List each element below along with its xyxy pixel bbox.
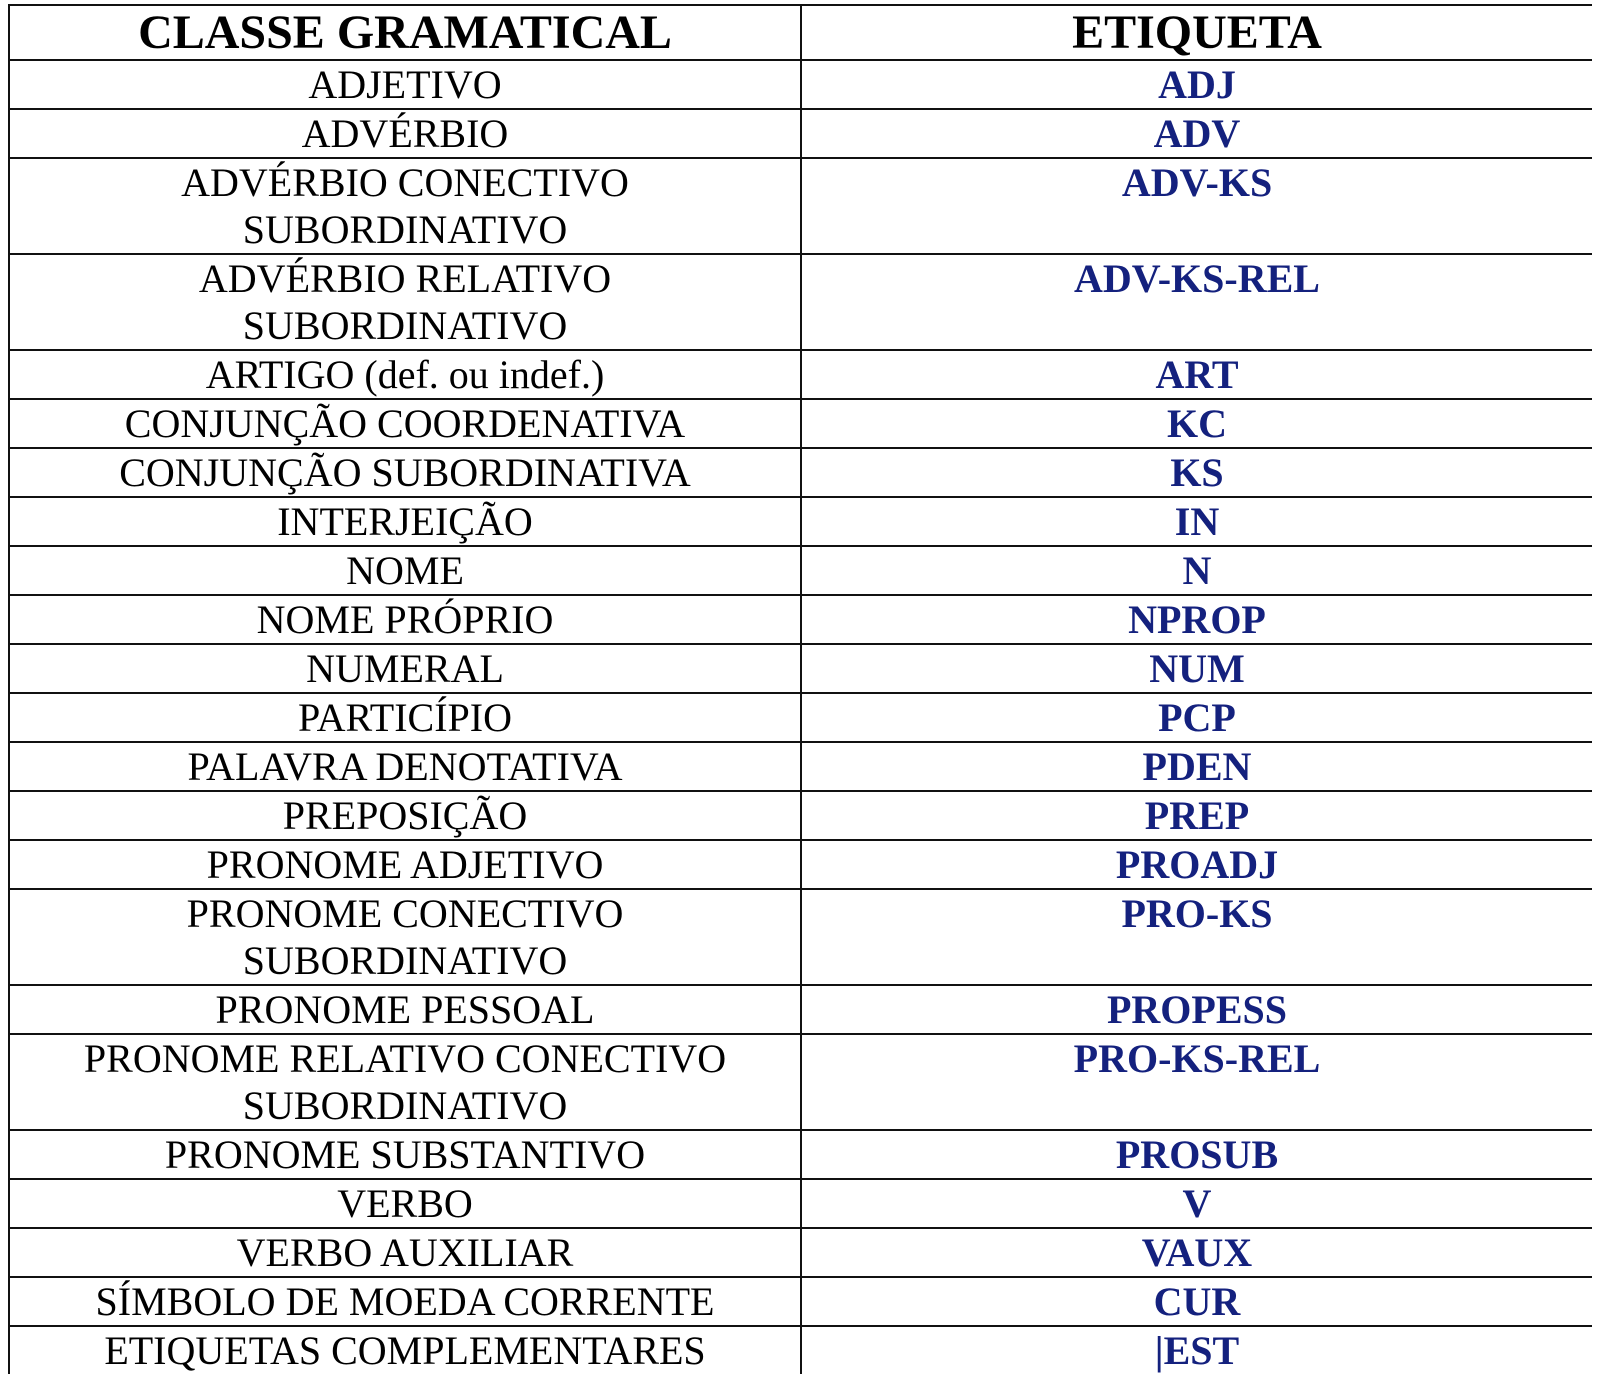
classe-cell	[9, 1130, 801, 1179]
classe-text: CONJUNÇÃO COORDENATIVA	[124, 401, 686, 446]
etiqueta-cell: CUR	[801, 1277, 1592, 1326]
table-row	[9, 840, 1592, 889]
classe-cell	[9, 791, 801, 840]
classe-text: SUBORDINATIVO	[242, 303, 568, 348]
classe-cell	[9, 1034, 801, 1130]
classe-cell	[9, 1277, 801, 1326]
classe-text: PRONOME RELATIVO CONECTIVO	[83, 1036, 727, 1081]
classe-cell	[9, 1326, 801, 1374]
classe-text: PREPOSIÇÃO	[282, 793, 528, 838]
classe-text: VERBO AUXILIAR	[236, 1230, 574, 1275]
classe-text: PARTICÍPIO	[298, 695, 512, 740]
table-row	[9, 109, 1592, 158]
table-row	[9, 1228, 1592, 1277]
classe-text: SÍMBOLO DE MOEDA CORRENTE	[95, 1279, 715, 1324]
classe-cell	[9, 889, 801, 985]
classe-cell	[9, 742, 801, 791]
etiqueta-cell: |EST	[801, 1326, 1592, 1374]
classe-cell	[9, 497, 801, 546]
classe-text: ARTIGO (def. ou indef.)	[205, 352, 605, 397]
etiqueta-cell: PROADJ	[801, 840, 1592, 889]
classe-cell	[9, 109, 801, 158]
classe-text: PRONOME ADJETIVO	[206, 842, 604, 887]
classe-text: ADVÉRBIO RELATIVO	[198, 256, 612, 301]
etiqueta-cell: NPROP	[801, 595, 1592, 644]
header-classe: CLASSE GRAMATICAL	[9, 5, 801, 60]
classe-text: CONJUNÇÃO SUBORDINATIVA	[119, 450, 691, 495]
table-row	[9, 60, 1592, 109]
classe-text: VERBO	[337, 1181, 473, 1226]
classe-text: ADJETIVO	[308, 62, 502, 107]
classe-cell	[9, 350, 801, 399]
classe-cell	[9, 60, 801, 109]
table-row	[9, 448, 1592, 497]
classe-cell	[9, 254, 801, 350]
table-row	[9, 742, 1592, 791]
etiqueta-cell: VAUX	[801, 1228, 1592, 1277]
etiqueta-cell: PRO-KS-REL	[801, 1034, 1592, 1130]
etiqueta-cell: V	[801, 1179, 1592, 1228]
header-etiqueta: ETIQUETA	[801, 5, 1592, 60]
classe-cell	[9, 644, 801, 693]
table-row	[9, 1034, 1592, 1130]
etiqueta-cell: KS	[801, 448, 1592, 497]
etiqueta-cell: PCP	[801, 693, 1592, 742]
classe-cell	[9, 985, 801, 1034]
classe-text: PRONOME SUBSTANTIVO	[164, 1132, 646, 1177]
etiqueta-cell: PROPESS	[801, 985, 1592, 1034]
etiqueta-cell: PRO-KS	[801, 889, 1592, 985]
classe-text: ETIQUETAS COMPLEMENTARES	[104, 1328, 706, 1373]
classe-cell	[9, 158, 801, 254]
classe-text: ADVÉRBIO	[301, 111, 509, 156]
classe-text: PALAVRA DENOTATIVA	[187, 744, 623, 789]
classe-cell	[9, 595, 801, 644]
classe-text: NUMERAL	[306, 646, 504, 691]
table-row	[9, 595, 1592, 644]
table-row	[9, 546, 1592, 595]
table-row	[9, 889, 1592, 985]
classe-cell	[9, 1228, 801, 1277]
classe-text: PRONOME PESSOAL	[215, 987, 595, 1032]
table-row	[9, 1179, 1592, 1228]
table-row	[9, 791, 1592, 840]
table-row	[9, 399, 1592, 448]
classe-text: NOME PRÓPRIO	[256, 597, 554, 642]
table-body	[9, 60, 1592, 1374]
etiqueta-cell: ADV-KS-REL	[801, 254, 1592, 350]
table-row	[9, 350, 1592, 399]
classe-cell	[9, 840, 801, 889]
tagset-table	[8, 4, 1592, 1374]
classe-text: SUBORDINATIVO	[242, 938, 568, 983]
table-row	[9, 254, 1592, 350]
table-row	[9, 1277, 1592, 1326]
classe-text: SUBORDINATIVO	[242, 207, 568, 252]
etiqueta-cell: PROSUB	[801, 1130, 1592, 1179]
classe-cell	[9, 448, 801, 497]
etiqueta-cell: ART	[801, 350, 1592, 399]
table-row	[9, 1130, 1592, 1179]
table-row	[9, 693, 1592, 742]
classe-cell	[9, 693, 801, 742]
classe-cell	[9, 1179, 801, 1228]
etiqueta-cell: PREP	[801, 791, 1592, 840]
table-row	[9, 1326, 1592, 1374]
classe-cell	[9, 399, 801, 448]
classe-text: NOME	[346, 548, 464, 593]
etiqueta-cell: PDEN	[801, 742, 1592, 791]
table-row	[9, 644, 1592, 693]
table-row	[9, 985, 1592, 1034]
etiqueta-cell: NUM	[801, 644, 1592, 693]
table-row	[9, 497, 1592, 546]
etiqueta-cell: ADJ	[801, 60, 1592, 109]
etiqueta-cell: ADV-KS	[801, 158, 1592, 254]
classe-cell	[9, 546, 801, 595]
etiqueta-cell: N	[801, 546, 1592, 595]
table-row	[9, 158, 1592, 254]
classe-text: SUBORDINATIVO	[242, 1083, 568, 1128]
etiqueta-cell: KC	[801, 399, 1592, 448]
classe-text: ADVÉRBIO CONECTIVO	[181, 160, 629, 205]
etiqueta-cell: IN	[801, 497, 1592, 546]
classe-text: PRONOME CONECTIVO	[186, 891, 624, 936]
tagset-table-container	[8, 4, 1592, 1374]
header-row	[9, 5, 1592, 60]
etiqueta-cell: ADV	[801, 109, 1592, 158]
classe-text: INTERJEIÇÃO	[277, 499, 533, 544]
